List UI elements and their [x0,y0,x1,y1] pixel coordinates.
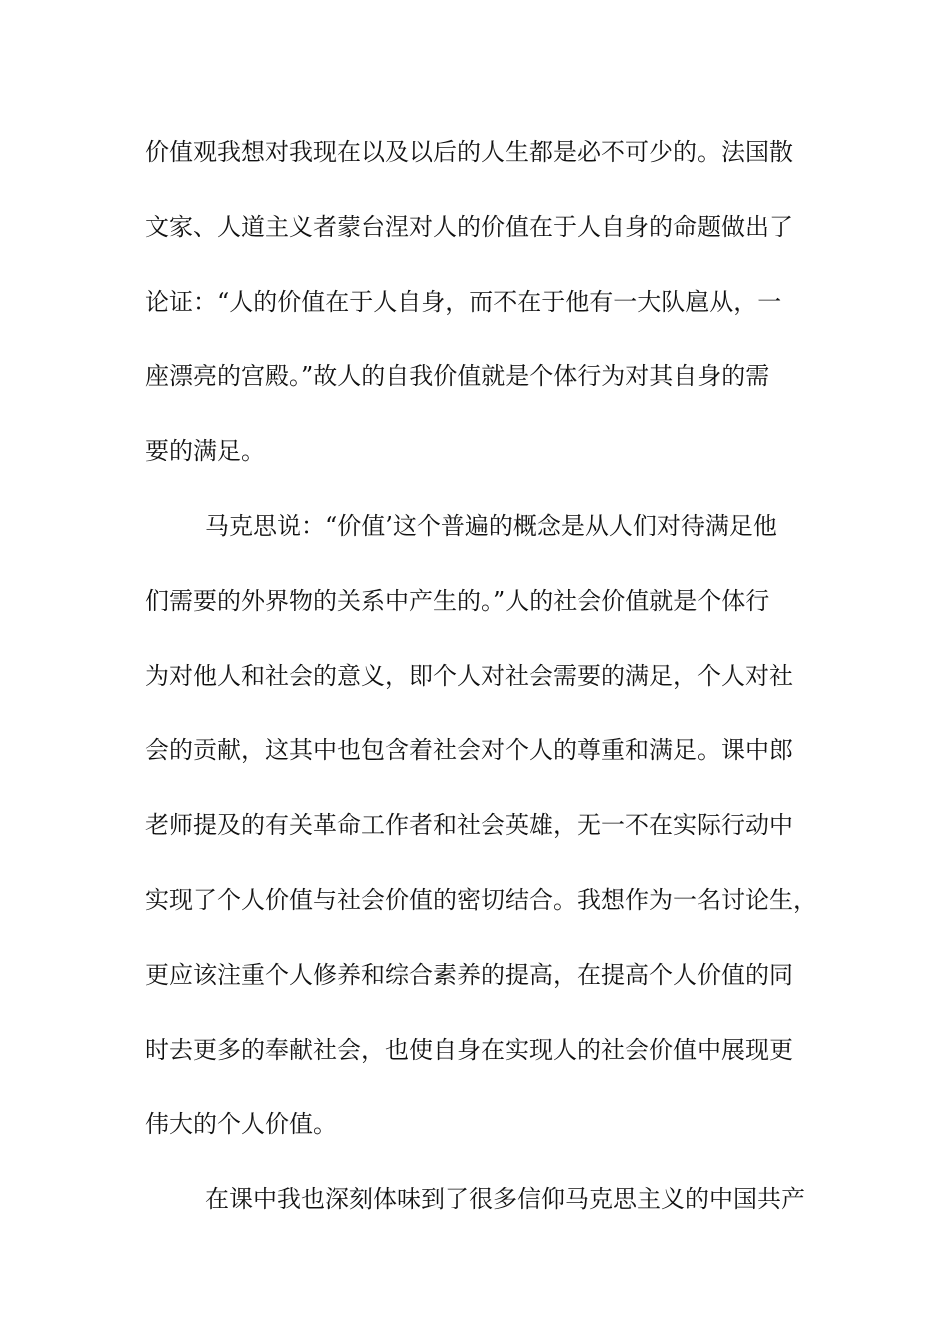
text-line: 更应该注重个人修养和综合素养的提高，在提高个人价值的同 [145,961,793,989]
paragraph-first-line: 马克思说：“价值’这个普遍的概念是从人们对待满足他 [205,512,777,540]
text-line: 文家、人道主义者蒙台涅对人的价值在于人自身的命题做出了 [145,213,793,241]
text-line: 为对他人和社会的意义，即个人对社会需要的满足，个人对社 [145,662,793,690]
text-line: 座漂亮的宫殿。”故人的自我价值就是个体行为对其自身的需 [145,362,770,390]
text-line: 会的贡献，这其中也包含着社会对个人的尊重和满足。课中郎 [145,736,793,764]
text-line: 伟大的个人价值。 [145,1110,337,1138]
text-line: 们需要的外界物的关系中产生的。”人的社会价值就是个体行 [145,587,770,615]
text-line: 要的满足。 [145,437,265,465]
text-line: 时去更多的奉献社会，也使自身在实现人的社会价值中展现更 [145,1036,793,1064]
paragraph-first-line: 在课中我也深刻体味到了很多信仰马克思主义的中国共产 [205,1185,805,1213]
text-line: 论证：“人的价值在于人自身，而不在于他有一大队扈从，一 [145,288,782,316]
text-line: 价值观我想对我现在以及以后的人生都是必不可少的。法国散 [145,138,793,166]
text-line: 老师提及的有关革命工作者和社会英雄，无一不在实际行动中 [145,811,793,839]
text-line: 实现了个人价值与社会价值的密切结合。我想作为一名讨论生， [145,886,817,914]
